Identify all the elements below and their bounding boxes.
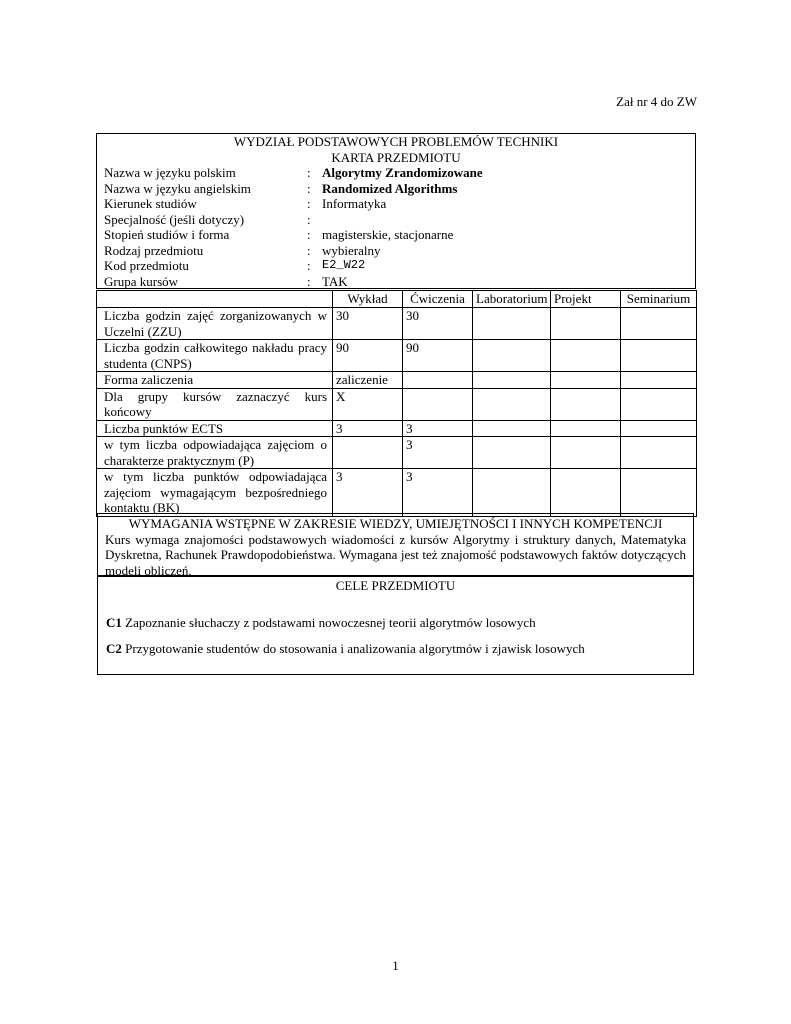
goal-item (106, 641, 585, 657)
goal-code: C1 (106, 615, 122, 630)
info-colon: : (307, 180, 311, 196)
info-value: Algorytmy Zrandomizowane (322, 165, 483, 180)
goal-item (106, 615, 536, 631)
cell-seminar (621, 469, 697, 517)
info-label: Grupa kursów (104, 273, 179, 289)
cell-lecture (333, 437, 403, 469)
cell-exercises: 90 (403, 340, 473, 372)
info-label: Kod przedmiotu (104, 258, 189, 273)
cell-seminar (621, 340, 697, 372)
cell-project (551, 437, 621, 469)
info-colon: : (307, 258, 311, 273)
cell-project (551, 388, 621, 420)
info-value: Informatyka (322, 196, 387, 211)
cell-project (551, 340, 621, 372)
header-laboratory: Laboratorium (473, 291, 551, 308)
cell-seminar (621, 420, 697, 437)
info-label: Specjalność (jeśli dotyczy) (104, 211, 245, 227)
cell-laboratory (473, 308, 551, 340)
cell-seminar (621, 388, 697, 420)
table-row (97, 308, 697, 340)
table-row (97, 372, 697, 389)
cell-exercises: 3 (403, 469, 473, 517)
cell-lecture: 90 (333, 340, 403, 372)
info-label: Kierunek studiów (104, 196, 197, 211)
info-label: Nazwa w języku polskim (104, 165, 236, 180)
cell-lecture: 30 (333, 308, 403, 340)
info-colon: : (307, 211, 311, 227)
cell-laboratory (473, 340, 551, 372)
info-label: Stopień studiów i forma (104, 227, 230, 242)
row-label: Liczba godzin zajęć zorganizowanych w Uczelni (ZZU) (97, 308, 333, 340)
hours-table (96, 290, 697, 517)
info-colon: : (307, 165, 311, 180)
cell-lecture: 3 (333, 469, 403, 517)
cell-exercises (403, 388, 473, 420)
info-value: wybieralny (322, 242, 381, 258)
table-row (97, 340, 697, 372)
table-row (97, 469, 697, 517)
faculty-name: WYDZIAŁ PODSTAWOWYCH PROBLEMÓW TECHNIKI (233, 134, 559, 149)
table-row (97, 420, 697, 437)
cell-seminar (621, 437, 697, 469)
info-colon: : (307, 227, 311, 242)
card-title: KARTA PRZEDMIOTU (331, 149, 461, 165)
cell-project (551, 372, 621, 389)
course-header-box (96, 133, 696, 289)
table-header-row (97, 291, 697, 308)
cell-exercises (403, 372, 473, 389)
cell-project (551, 469, 621, 517)
row-label: Liczba punktów ECTS (97, 420, 333, 437)
header-exercises: Ćwiczenia (403, 291, 473, 308)
page-number: 1 (392, 958, 399, 973)
cell-exercises: 30 (403, 308, 473, 340)
info-label: Nazwa w języku angielskim (104, 180, 251, 196)
row-label: w tym liczba odpowiadająca zajęciom o charakterze praktycznym (P) (97, 437, 333, 469)
header-lecture: Wykład (333, 291, 403, 308)
goals-box (97, 576, 694, 675)
cell-lecture: zaliczenie (333, 372, 403, 389)
cell-lecture: 3 (333, 420, 403, 437)
cell-project (551, 420, 621, 437)
cell-laboratory (473, 469, 551, 517)
header-project: Projekt (551, 291, 621, 308)
goal-text: Zapoznanie słuchaczy z podstawami nowoczesnej teorii algorytmów losowych (125, 615, 536, 630)
info-label: Rodzaj przedmiotu (104, 242, 204, 258)
cell-lecture: X (333, 388, 403, 420)
cell-exercises: 3 (403, 437, 473, 469)
cell-exercises: 3 (403, 420, 473, 437)
header-empty (97, 291, 333, 308)
info-value: TAK (322, 273, 348, 289)
requirements-text: Kurs wymaga znajomości podstawowych wiadomości z kursów Algorytmy i struktury danych, Matematyka Dyskretna, Rachunek Prawdopodobieństwa. Wymagana jest też znajomość podstawowych faktów dotyczących modeli obliczeń. (105, 531, 686, 578)
row-label: Liczba godzin całkowitego nakładu pracy studenta (CNPS) (97, 340, 333, 372)
cell-seminar (621, 372, 697, 389)
info-value: Randomized Algorithms (322, 180, 458, 196)
info-colon: : (307, 242, 311, 258)
requirements-box (97, 513, 694, 576)
table-row (97, 388, 697, 420)
info-colon: : (307, 196, 311, 211)
requirements-title: WYMAGANIA WSTĘPNE W ZAKRESIE WIEDZY, UMIEJĘTNOŚCI I INNYCH KOMPETENCJI (128, 516, 663, 531)
goals-title: CELE PRZEDMIOTU (335, 578, 456, 593)
info-value: E2_W22 (322, 258, 366, 272)
info-colon: : (307, 273, 311, 289)
cell-project (551, 308, 621, 340)
header-seminar: Seminarium (621, 291, 697, 308)
row-label: w tym liczba punktów odpowiadająca zajęciom wymagającym bezpośredniego kontaktu (BK) (97, 469, 333, 517)
table-row (97, 437, 697, 469)
info-value: magisterskie, stacjonarne (322, 227, 454, 242)
cell-laboratory (473, 420, 551, 437)
goal-code: C2 (106, 641, 122, 656)
row-label: Forma zaliczenia (97, 372, 333, 389)
cell-seminar (621, 308, 697, 340)
cell-laboratory (473, 372, 551, 389)
attachment-note: Zał nr 4 do ZW (616, 94, 697, 109)
cell-laboratory (473, 437, 551, 469)
goal-text: Przygotowanie studentów do stosowania i analizowania algorytmów i zjawisk losowych (125, 641, 585, 656)
row-label: Dla grupy kursów zaznaczyć kurs końcowy (97, 388, 333, 420)
cell-laboratory (473, 388, 551, 420)
